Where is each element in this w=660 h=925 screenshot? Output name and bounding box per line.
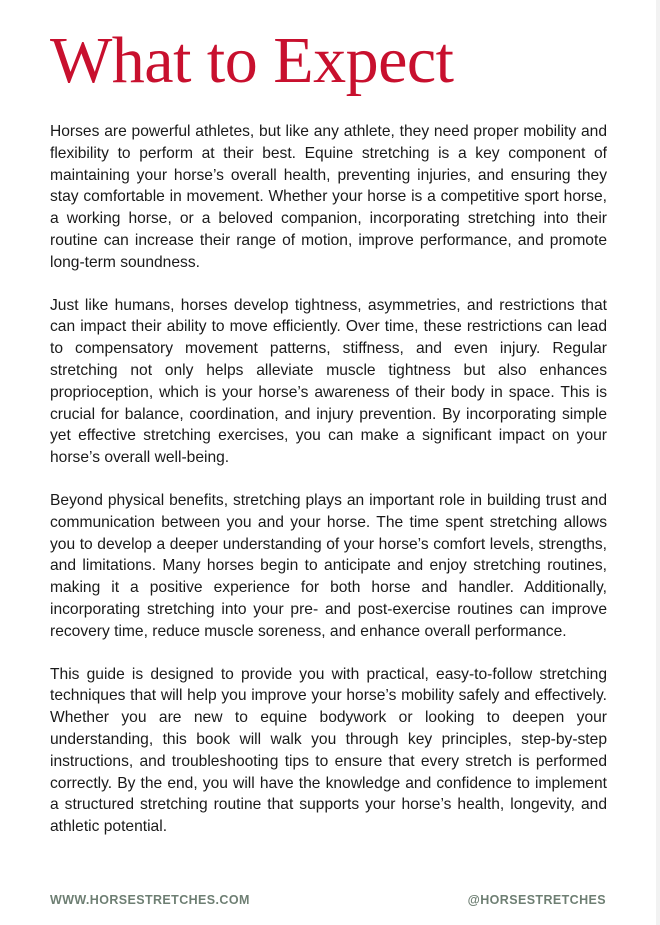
- page-title: What to Expect: [50, 24, 454, 97]
- page-footer: [50, 893, 606, 907]
- body-text: [50, 121, 607, 859]
- footer-social-handle: @HORSESTRETCHES: [467, 893, 606, 907]
- footer-website: WWW.HORSESTRETCHES.COM: [50, 893, 250, 907]
- paragraph-1: Horses are powerful athletes, but like any athlete, they need proper mobility and flexibility to perform at their best. Equine stretching is a key component of maintaining your horse’s overall health, preventing injuries, and ensuring they stay comfortable in movement. Whether your horse is a competitive sport horse, a working horse, or a beloved companion, incorporating stretching into their routine can increase their range of motion, improve performance, and promote long-term soundness.: [50, 123, 607, 271]
- paragraph-3: Beyond physical benefits, stretching plays an important role in building trust and communication between you and your horse. The time spent stretching allows you to develop a deeper understanding of your horse’s comfort levels, strengths, and limitations. Many horses begin to anticipate and enjoy stretching routines, making it a positive experience for both horse and handler. Additionally, incorporating stretching into your pre- and post-exercise routines can improve recovery time, reduce muscle soreness, and enhance overall performance.: [50, 491, 607, 640]
- paragraph-2: Just like humans, horses develop tightness, asymmetries, and restrictions that can impact their ability to move efficiently. Over time, these restrictions can lead to compensatory movement patterns, stiffness, and even injury. Regular stretching not only helps alleviate muscle tightness but also enhances proprioception, which is your horse’s awareness of their body in space. This is crucial for balance, coordination, and injury prevention. By incorporating simple yet effective stretching exercises, you can make a significant impact on your horse’s overall well-being.: [50, 296, 607, 467]
- page-edge: [656, 0, 660, 925]
- paragraph-4: This guide is designed to provide you with practical, easy-to-follow stretching techniques that will help you improve your horse’s mobility safely and effectively. Whether you are new to equine bodywork or looking to deepen your understanding, this book will walk you through key principles, step-by-step instructions, and troubleshooting tips to ensure that every stretch is performed correctly. By the end, you will have the knowledge and confidence to implement a structured stretching routine that supports your horse’s health, longevity, and athletic potential.: [50, 665, 607, 836]
